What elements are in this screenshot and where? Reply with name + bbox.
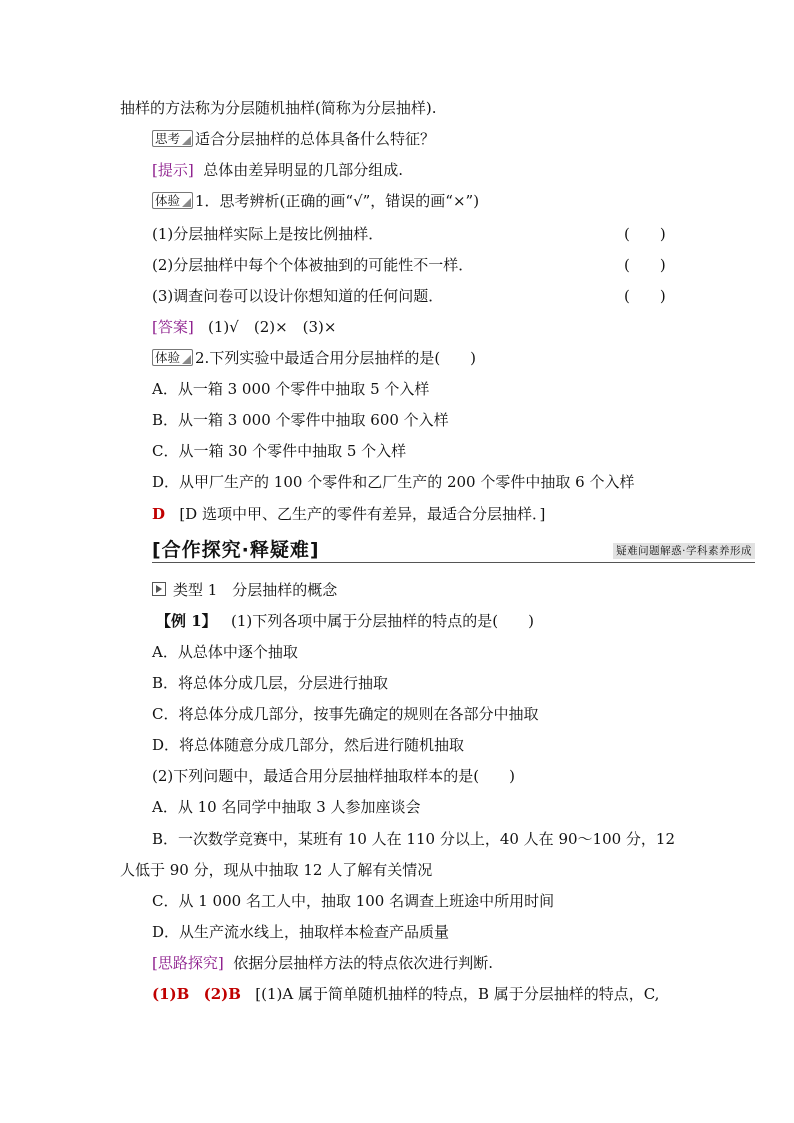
section-header	[152, 538, 755, 563]
exp1-paren-1: ( )	[624, 225, 666, 243]
intro-text: 抽样的方法称为分层随机抽样(简称为分层抽样).	[120, 99, 437, 117]
type1-line	[152, 580, 337, 600]
exp1-answer-text: (1)√ (2)× (3)×	[208, 318, 337, 336]
q1-option-a: A．从总体中逐个抽取	[152, 643, 298, 661]
think-question-line	[152, 129, 435, 149]
thinking-text: 依据分层抽样方法的特点依次进行判断.	[233, 954, 494, 972]
hint-label: [提示]	[152, 161, 194, 179]
q2-option-b-cont: 人低于 90 分，现从中抽取 12 人了解有关情况	[120, 861, 433, 879]
exp2-option-c: C．从一箱 30 个零件中抽取 5 个入样	[152, 442, 407, 460]
exp1-paren-3: ( )	[624, 287, 666, 305]
exp2-answer-text: [D 选项中甲、乙生产的零件有差异，最适合分层抽样．]	[179, 505, 546, 523]
think-question: 适合分层抽样的总体具备什么特征？	[195, 130, 436, 148]
q1-option-b: B．将总体分成几层，分层进行抽取	[152, 674, 389, 692]
exp1-item-3: (3)调查问卷可以设计你想知道的任何问题．	[152, 287, 444, 305]
exp2-title: 2.下列实验中最适合用分层抽样的是( )	[195, 349, 477, 367]
q1-option-c: C．将总体分成几部分，按事先确定的规则在各部分中抽取	[152, 705, 539, 723]
thinking-line	[152, 953, 493, 973]
example1-q1: (1)下列各项中属于分层抽样的特点的是( )	[230, 612, 534, 630]
think-hint-line	[152, 160, 403, 180]
thinking-label: [思路探究]	[152, 954, 224, 972]
exp1-answer-line	[152, 317, 336, 337]
exp1-item-2: (2)分层抽样中每个个体被抽到的可能性不一样．	[152, 256, 474, 274]
q1-option-d: D．将总体随意分成几部分，然后进行随机抽取	[152, 736, 465, 754]
exp1-paren-2: ( )	[624, 256, 666, 274]
exp1-item-1: (1)分层抽样实际上是按比例抽样．	[152, 225, 384, 243]
exp2-option-b: B．从一箱 3 000 个零件中抽取 600 个入样	[152, 411, 449, 429]
section-title: [合作探究·释疑难]	[152, 539, 320, 561]
example1-q2: (2)下列问题中，最适合用分层抽样抽取样本的是( )	[152, 767, 515, 785]
exp1-title-line	[152, 191, 479, 211]
q2-option-d: D．从生产流水线上，抽取样本检查产品质量	[152, 923, 450, 941]
exp1-tag: 体验	[152, 192, 193, 209]
example1-answer-line	[152, 984, 659, 1004]
exp2-option-d: D．从甲厂生产的 100 个零件和乙厂生产的 200 个零件中抽取 6 个入样	[152, 473, 635, 491]
q2-option-b: B．一次数学竞赛中，某班有 10 人在 110 分以上，40 人在 90～100 分，12	[152, 830, 676, 848]
exp2-title-line	[152, 348, 476, 368]
q2-option-c: C．从 1 000 名工人中，抽取 100 名调查上班途中所用时间	[152, 892, 555, 910]
type1-label: 类型 1 分层抽样的概念	[173, 581, 338, 599]
exp2-answer-letter: D	[152, 505, 166, 523]
exp1-title: 1．思考辨析(正确的画“√”，错误的画“×”)	[195, 192, 480, 210]
play-triangle-icon	[152, 582, 166, 596]
example1-answer-2: (2)B	[203, 985, 241, 1003]
exp2-option-a: A．从一箱 3 000 个零件中抽取 5 个入样	[152, 380, 430, 398]
q2-option-a: A．从 10 名同学中抽取 3 人参加座谈会	[152, 798, 421, 816]
hint-text: 总体由差异明显的几部分组成.	[203, 161, 404, 179]
example1-answer-1: (1)B	[152, 985, 190, 1003]
example1-label: 【例 1】	[156, 612, 217, 630]
exp2-answer-line	[152, 504, 545, 524]
section-subtitle: 疑难问题解惑·学科素养形成	[613, 543, 755, 559]
exp2-tag: 体验	[152, 349, 193, 366]
example1-explain: [(1)A 属于简单随机抽样的特点，B 属于分层抽样的特点，C,	[255, 985, 660, 1003]
think-tag: 思考	[152, 130, 193, 147]
example1-q1-line	[156, 611, 534, 631]
exp1-answer-label: [答案]	[152, 318, 194, 336]
